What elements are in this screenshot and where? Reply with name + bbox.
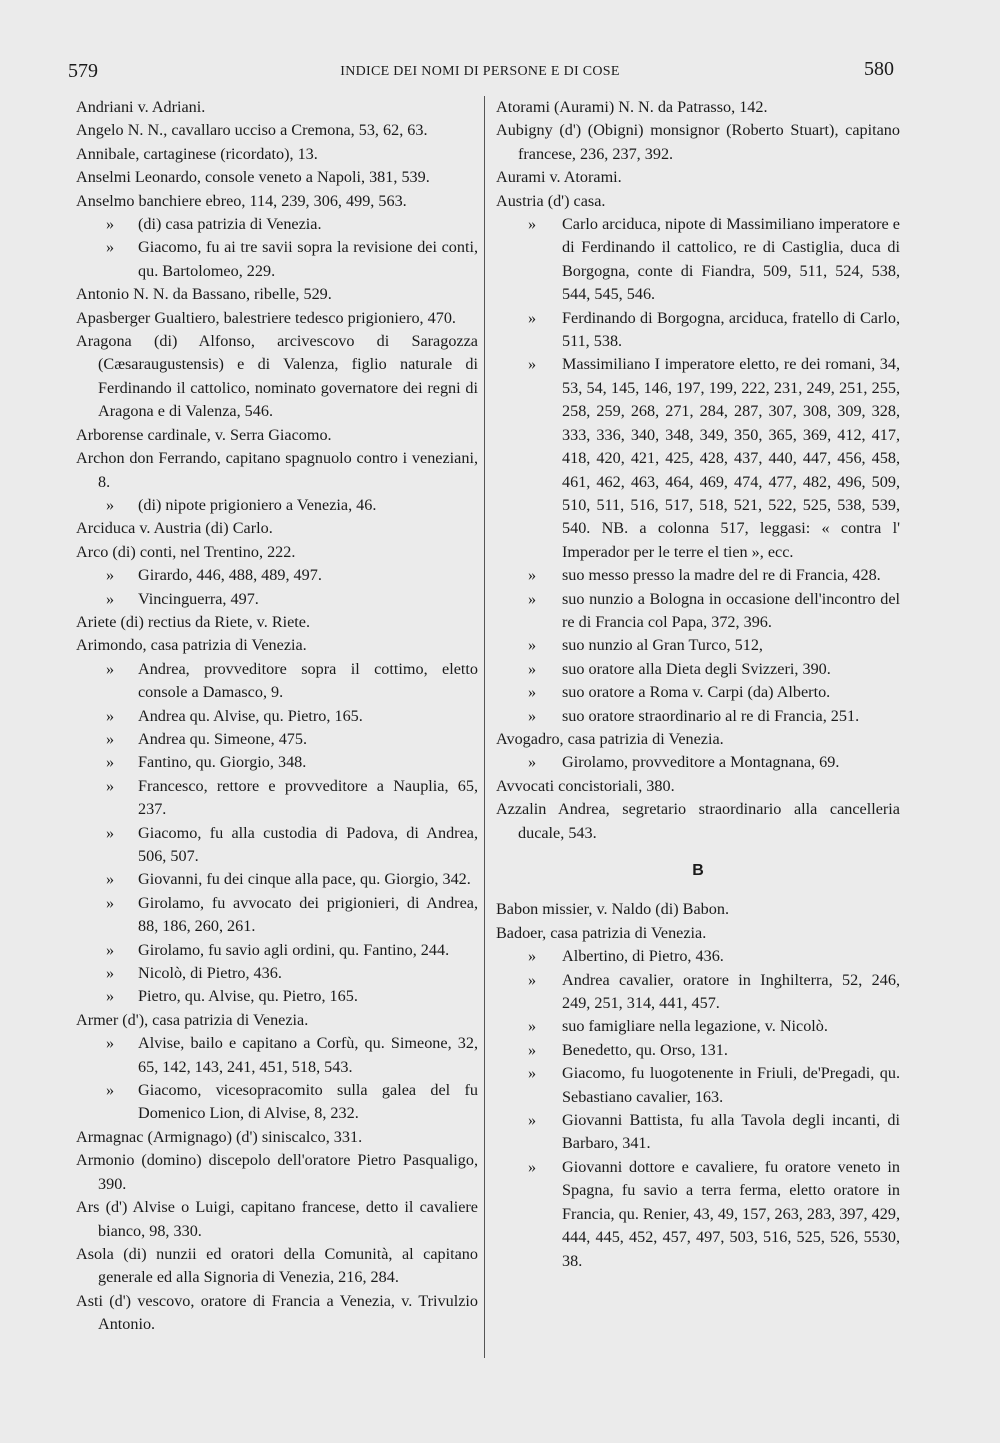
index-subentry bbox=[496, 1109, 900, 1156]
index-subentry bbox=[76, 1079, 478, 1126]
index-subentry bbox=[496, 307, 900, 354]
index-subentry bbox=[76, 751, 478, 774]
index-entry: Aubigny (d') (Obigni) monsignor (Roberto Stuart), capitano francese, 236, 237, 392. bbox=[496, 121, 900, 163]
subentry-marker: » bbox=[528, 970, 537, 989]
subentry-marker: » bbox=[106, 566, 115, 585]
subentry-text: Pietro, qu. Alvise, qu. Pietro, 165. bbox=[138, 987, 358, 1006]
subentry-marker: » bbox=[106, 589, 115, 608]
subentry-text: (di) nipote prigioniero a Venezia, 46. bbox=[138, 495, 377, 514]
subentry-marker: » bbox=[106, 238, 115, 257]
running-header bbox=[60, 58, 900, 92]
subentry-marker: » bbox=[106, 729, 115, 748]
subentry-text: Girolamo, fu savio agli ordini, qu. Fantino, 244. bbox=[138, 940, 450, 959]
subentry-marker: » bbox=[106, 987, 115, 1006]
subentry-text: Giacomo, fu alla custodia di Padova, di Andrea, 506, 507. bbox=[138, 823, 478, 865]
subentry-marker: » bbox=[106, 964, 115, 983]
index-entry: Annibale, cartaginese (ricordato), 13. bbox=[76, 144, 318, 163]
index-entry: Angelo N. N., cavallaro ucciso a Cremona, 53, 62, 63. bbox=[76, 121, 428, 140]
subentry-text: Girardo, 446, 488, 489, 497. bbox=[138, 566, 322, 585]
subentry-marker: » bbox=[528, 947, 537, 966]
subentry-text: suo messo presso la madre del re di Francia, 428. bbox=[562, 566, 881, 585]
index-subentry bbox=[496, 353, 900, 564]
index-subentry bbox=[496, 681, 900, 704]
subentry-marker: » bbox=[528, 1017, 537, 1036]
subentry-text: Giovanni, fu dei cinque alla pace, qu. Giorgio, 342. bbox=[138, 870, 471, 889]
subentry-text: Fantino, qu. Giorgio, 348. bbox=[138, 753, 307, 772]
subentry-marker: » bbox=[528, 753, 537, 772]
index-subentry bbox=[496, 1156, 900, 1273]
subentry-marker: » bbox=[106, 776, 115, 795]
index-entry: Avogadro, casa patrizia di Venezia. bbox=[496, 729, 724, 748]
index-entry: Armer (d'), casa patrizia di Venezia. bbox=[76, 1010, 309, 1029]
index-subentry bbox=[496, 213, 900, 307]
index-subentry bbox=[76, 728, 478, 751]
subentry-marker: » bbox=[106, 1081, 115, 1100]
index-subentry bbox=[76, 213, 478, 236]
subentry-marker: » bbox=[528, 636, 537, 655]
subentry-text: Giacomo, fu luogotenente in Friuli, de'Pregadi, qu. Sebastiano cavalier, 163. bbox=[562, 1064, 900, 1106]
index-subentry bbox=[496, 588, 900, 635]
left-column bbox=[76, 96, 478, 1337]
subentry-marker: » bbox=[528, 1040, 537, 1059]
index-entry: Arimondo, casa patrizia di Venezia. bbox=[76, 636, 307, 655]
index-entry: Asola (di) nunzii ed oratori della Comunità, al capitano generale ed alla Signoria di Venezia, 216, 284. bbox=[76, 1244, 478, 1287]
index-entry: Ariete (di) rectius da Riete, v. Riete. bbox=[76, 612, 311, 631]
column-divider bbox=[484, 96, 485, 1358]
index-subentry bbox=[76, 822, 478, 869]
index-subentry bbox=[76, 985, 478, 1008]
subentry-text: Massimiliano I imperatore eletto, re dei romani, 34, 53, 54, 145, 146, 197, 199, 222, 231, 249, 251, 255, 258, 259, 268, 271, 284, 287, 307, 308, 309, 328, 333, 336, 340, 348, 349, 350, 365, 369, 412, 417, 418, 420, 421, 425, 428, 437, 440, 447, 456, 458, 461, 462, 463, 464, 469, 474, 477, 482, 496, 509, 510, 511, 516, 517, 518, 521, 522, 525, 538, 539, 540. NB. a colonna 517, leggasi: « contra l' Imperador per le terre el tien », ecc. bbox=[562, 355, 900, 561]
subentry-text: Andrea, provveditore sopra il cottimo, eletto console a Damasco, 9. bbox=[138, 659, 478, 702]
subentry-text: Vincinguerra, 497. bbox=[138, 589, 259, 608]
subentry-text: Girolamo, provveditore a Montagnana, 69. bbox=[562, 753, 840, 772]
subentry-marker: » bbox=[106, 1034, 115, 1053]
subentry-marker: » bbox=[106, 215, 115, 234]
subentry-marker: » bbox=[106, 940, 115, 959]
index-subentry bbox=[76, 892, 478, 939]
subentry-text: Francesco, rettore e provveditore a Nauplia, 65, 237. bbox=[138, 776, 478, 819]
index-entry: Ars (d') Alvise o Luigi, capitano francese, detto il cavaliere bianco, 98, 330. bbox=[76, 1198, 478, 1240]
index-entry: Arborense cardinale, v. Serra Giacomo. bbox=[76, 425, 332, 444]
subentry-marker: » bbox=[106, 706, 115, 725]
index-subentry bbox=[76, 868, 478, 891]
index-subentry bbox=[496, 705, 900, 728]
index-entry: Azzalin Andrea, segretario straordinario alla cancelleria ducale, 543. bbox=[496, 800, 900, 842]
index-subentry bbox=[76, 775, 478, 822]
index-subentry bbox=[76, 1032, 478, 1079]
index-entry: Badoer, casa patrizia di Venezia. bbox=[496, 923, 707, 942]
index-subentry bbox=[76, 705, 478, 728]
index-subentry bbox=[76, 588, 478, 611]
subentry-text: Andrea qu. Simeone, 475. bbox=[138, 729, 308, 748]
subentry-marker: » bbox=[528, 659, 537, 678]
subentry-marker: » bbox=[106, 823, 115, 842]
subentry-marker: » bbox=[106, 659, 115, 678]
subentry-text: Giovanni dottore e cavaliere, fu oratore veneto in Spagna, fu savio a terra ferma, eletto oratore in Francia, qu. Renier, 43, 49, 157, 263, 283, 397, 429, 444, 445, 452, 457, 497, 503, 516, 525, 526, 5530, 38. bbox=[562, 1157, 900, 1270]
index-entry: Antonio N. N. da Bassano, ribelle, 529. bbox=[76, 285, 332, 304]
index-entry: Archon don Ferrando, capitano spagnuolo contro i veneziani, 8. bbox=[76, 449, 478, 491]
index-entry: Anselmi Leonardo, console veneto a Napoli, 381, 539. bbox=[76, 168, 430, 187]
subentry-text: Giacomo, fu ai tre savii sopra la revisione dei conti, qu. Bartolomeo, 229. bbox=[138, 238, 478, 280]
subentry-text: suo nunzio al Gran Turco, 512, bbox=[562, 636, 763, 655]
subentry-text: Nicolò, di Pietro, 436. bbox=[138, 964, 282, 983]
index-subentry bbox=[496, 1062, 900, 1109]
index-entry: Atorami (Aurami) N. N. da Patrasso, 142. bbox=[496, 98, 768, 116]
subentry-marker: » bbox=[106, 495, 115, 514]
index-subentry bbox=[496, 751, 900, 774]
index-subentry bbox=[496, 1039, 900, 1062]
subentry-text: Girolamo, fu avvocato dei prigionieri, di Andrea, 88, 186, 260, 261. bbox=[138, 893, 478, 936]
section-heading: B bbox=[692, 862, 704, 879]
subentry-text: Andrea qu. Alvise, qu. Pietro, 165. bbox=[138, 706, 363, 725]
subentry-text: Carlo arciduca, nipote di Massimiliano imperatore e di Ferdinando il cattolico, re di Castiglia, duca di Borgogna, conte di Fiandra, 509, 511, 524, 538, 544, 545, 546. bbox=[562, 215, 900, 304]
subentry-marker: » bbox=[528, 355, 537, 374]
index-entry: Armagnac (Armignago) (d') siniscalco, 331. bbox=[76, 1127, 363, 1146]
index-subentry bbox=[76, 962, 478, 985]
subentry-text: Ferdinando di Borgogna, arciduca, fratello di Carlo, 511, 538. bbox=[562, 308, 900, 351]
subentry-marker: » bbox=[528, 706, 537, 725]
subentry-text: suo famigliare nella legazione, v. Nicolò. bbox=[562, 1017, 828, 1036]
subentry-text: suo oratore a Roma v. Carpi (da) Alberto. bbox=[562, 683, 831, 702]
subentry-text: Giacomo, vicesopracomito sulla galea del fu Domenico Lion, di Alvise, 8, 232. bbox=[138, 1081, 478, 1123]
index-subentry bbox=[496, 945, 900, 968]
index-subentry bbox=[76, 564, 478, 587]
index-entry: Aragona (di) Alfonso, arcivescovo di Saragozza (Cæsaraugustensis) e di Valenza, figlio naturale di Ferdinando il cattolico, nominato governatore dei regni di Aragona e di Valenza, 546. bbox=[76, 332, 478, 421]
subentry-marker: » bbox=[528, 1157, 537, 1176]
subentry-marker: » bbox=[528, 215, 537, 234]
index-subentry bbox=[76, 939, 478, 962]
index-subentry bbox=[496, 1015, 900, 1038]
index-entry: Arciduca v. Austria (di) Carlo. bbox=[76, 519, 273, 538]
index-entry: Andriani v. Adriani. bbox=[76, 98, 206, 116]
index-entry: Anselmo banchiere ebreo, 114, 239, 306, 499, 563. bbox=[76, 191, 407, 210]
subentry-text: suo oratore alla Dieta degli Svizzeri, 390. bbox=[562, 659, 831, 678]
subentry-marker: » bbox=[528, 589, 537, 608]
index-entry: Austria (d') casa. bbox=[496, 191, 606, 210]
index-subentry bbox=[496, 634, 900, 657]
running-title: INDICE DEI NOMI DI PERSONE E DI COSE bbox=[340, 64, 620, 79]
index-subentry bbox=[76, 658, 478, 705]
subentry-text: Alvise, bailo e capitano a Corfù, qu. Simeone, 32, 65, 142, 143, 241, 451, 518, 543. bbox=[138, 1034, 478, 1076]
index-entry: Asti (d') vescovo, oratore di Francia a Venezia, v. Trivulzio Antonio. bbox=[76, 1291, 478, 1334]
index-entry: Arco (di) conti, nel Trentino, 222. bbox=[76, 542, 296, 561]
subentry-text: Andrea cavalier, oratore in Inghilterra, 52, 246, 249, 251, 314, 441, 457. bbox=[562, 970, 900, 1013]
subentry-marker: » bbox=[528, 308, 537, 327]
page-number-left: 579 bbox=[68, 60, 98, 82]
subentry-text: Giovanni Battista, fu alla Tavola degli incanti, di Barbaro, 341. bbox=[562, 1111, 900, 1153]
page-number-right: 580 bbox=[864, 58, 894, 80]
index-entry: Apasberger Gualtiero, balestriere tedesco prigioniero, 470. bbox=[76, 308, 456, 327]
index-entry: Babon missier, v. Naldo (di) Babon. bbox=[496, 900, 729, 919]
subentry-marker: » bbox=[106, 753, 115, 772]
index-subentry bbox=[76, 236, 478, 283]
subentry-text: suo oratore straordinario al re di Francia, 251. bbox=[562, 706, 860, 725]
right-column bbox=[496, 96, 900, 1273]
index-subentry bbox=[496, 969, 900, 1016]
subentry-marker: » bbox=[106, 893, 115, 912]
subentry-text: Benedetto, qu. Orso, 131. bbox=[562, 1040, 728, 1059]
subentry-marker: » bbox=[528, 1064, 537, 1083]
index-entry: Avvocati concistoriali, 380. bbox=[496, 776, 675, 795]
index-subentry bbox=[76, 494, 478, 517]
subentry-text: suo nunzio a Bologna in occasione dell'incontro del re di Francia col Papa, 372, 396. bbox=[562, 589, 900, 631]
subentry-marker: » bbox=[528, 1111, 537, 1130]
index-entry: Armonio (domino) discepolo dell'oratore Pietro Pasqualigo, 390. bbox=[76, 1151, 478, 1193]
index-subentry bbox=[496, 658, 900, 681]
subentry-marker: » bbox=[528, 683, 537, 702]
subentry-marker: » bbox=[528, 566, 537, 585]
subentry-text: Albertino, di Pietro, 436. bbox=[562, 947, 724, 966]
subentry-text: (di) casa patrizia di Venezia. bbox=[138, 215, 322, 234]
index-subentry bbox=[496, 564, 900, 587]
index-entry: Aurami v. Atorami. bbox=[496, 168, 622, 187]
subentry-marker: » bbox=[106, 870, 115, 889]
